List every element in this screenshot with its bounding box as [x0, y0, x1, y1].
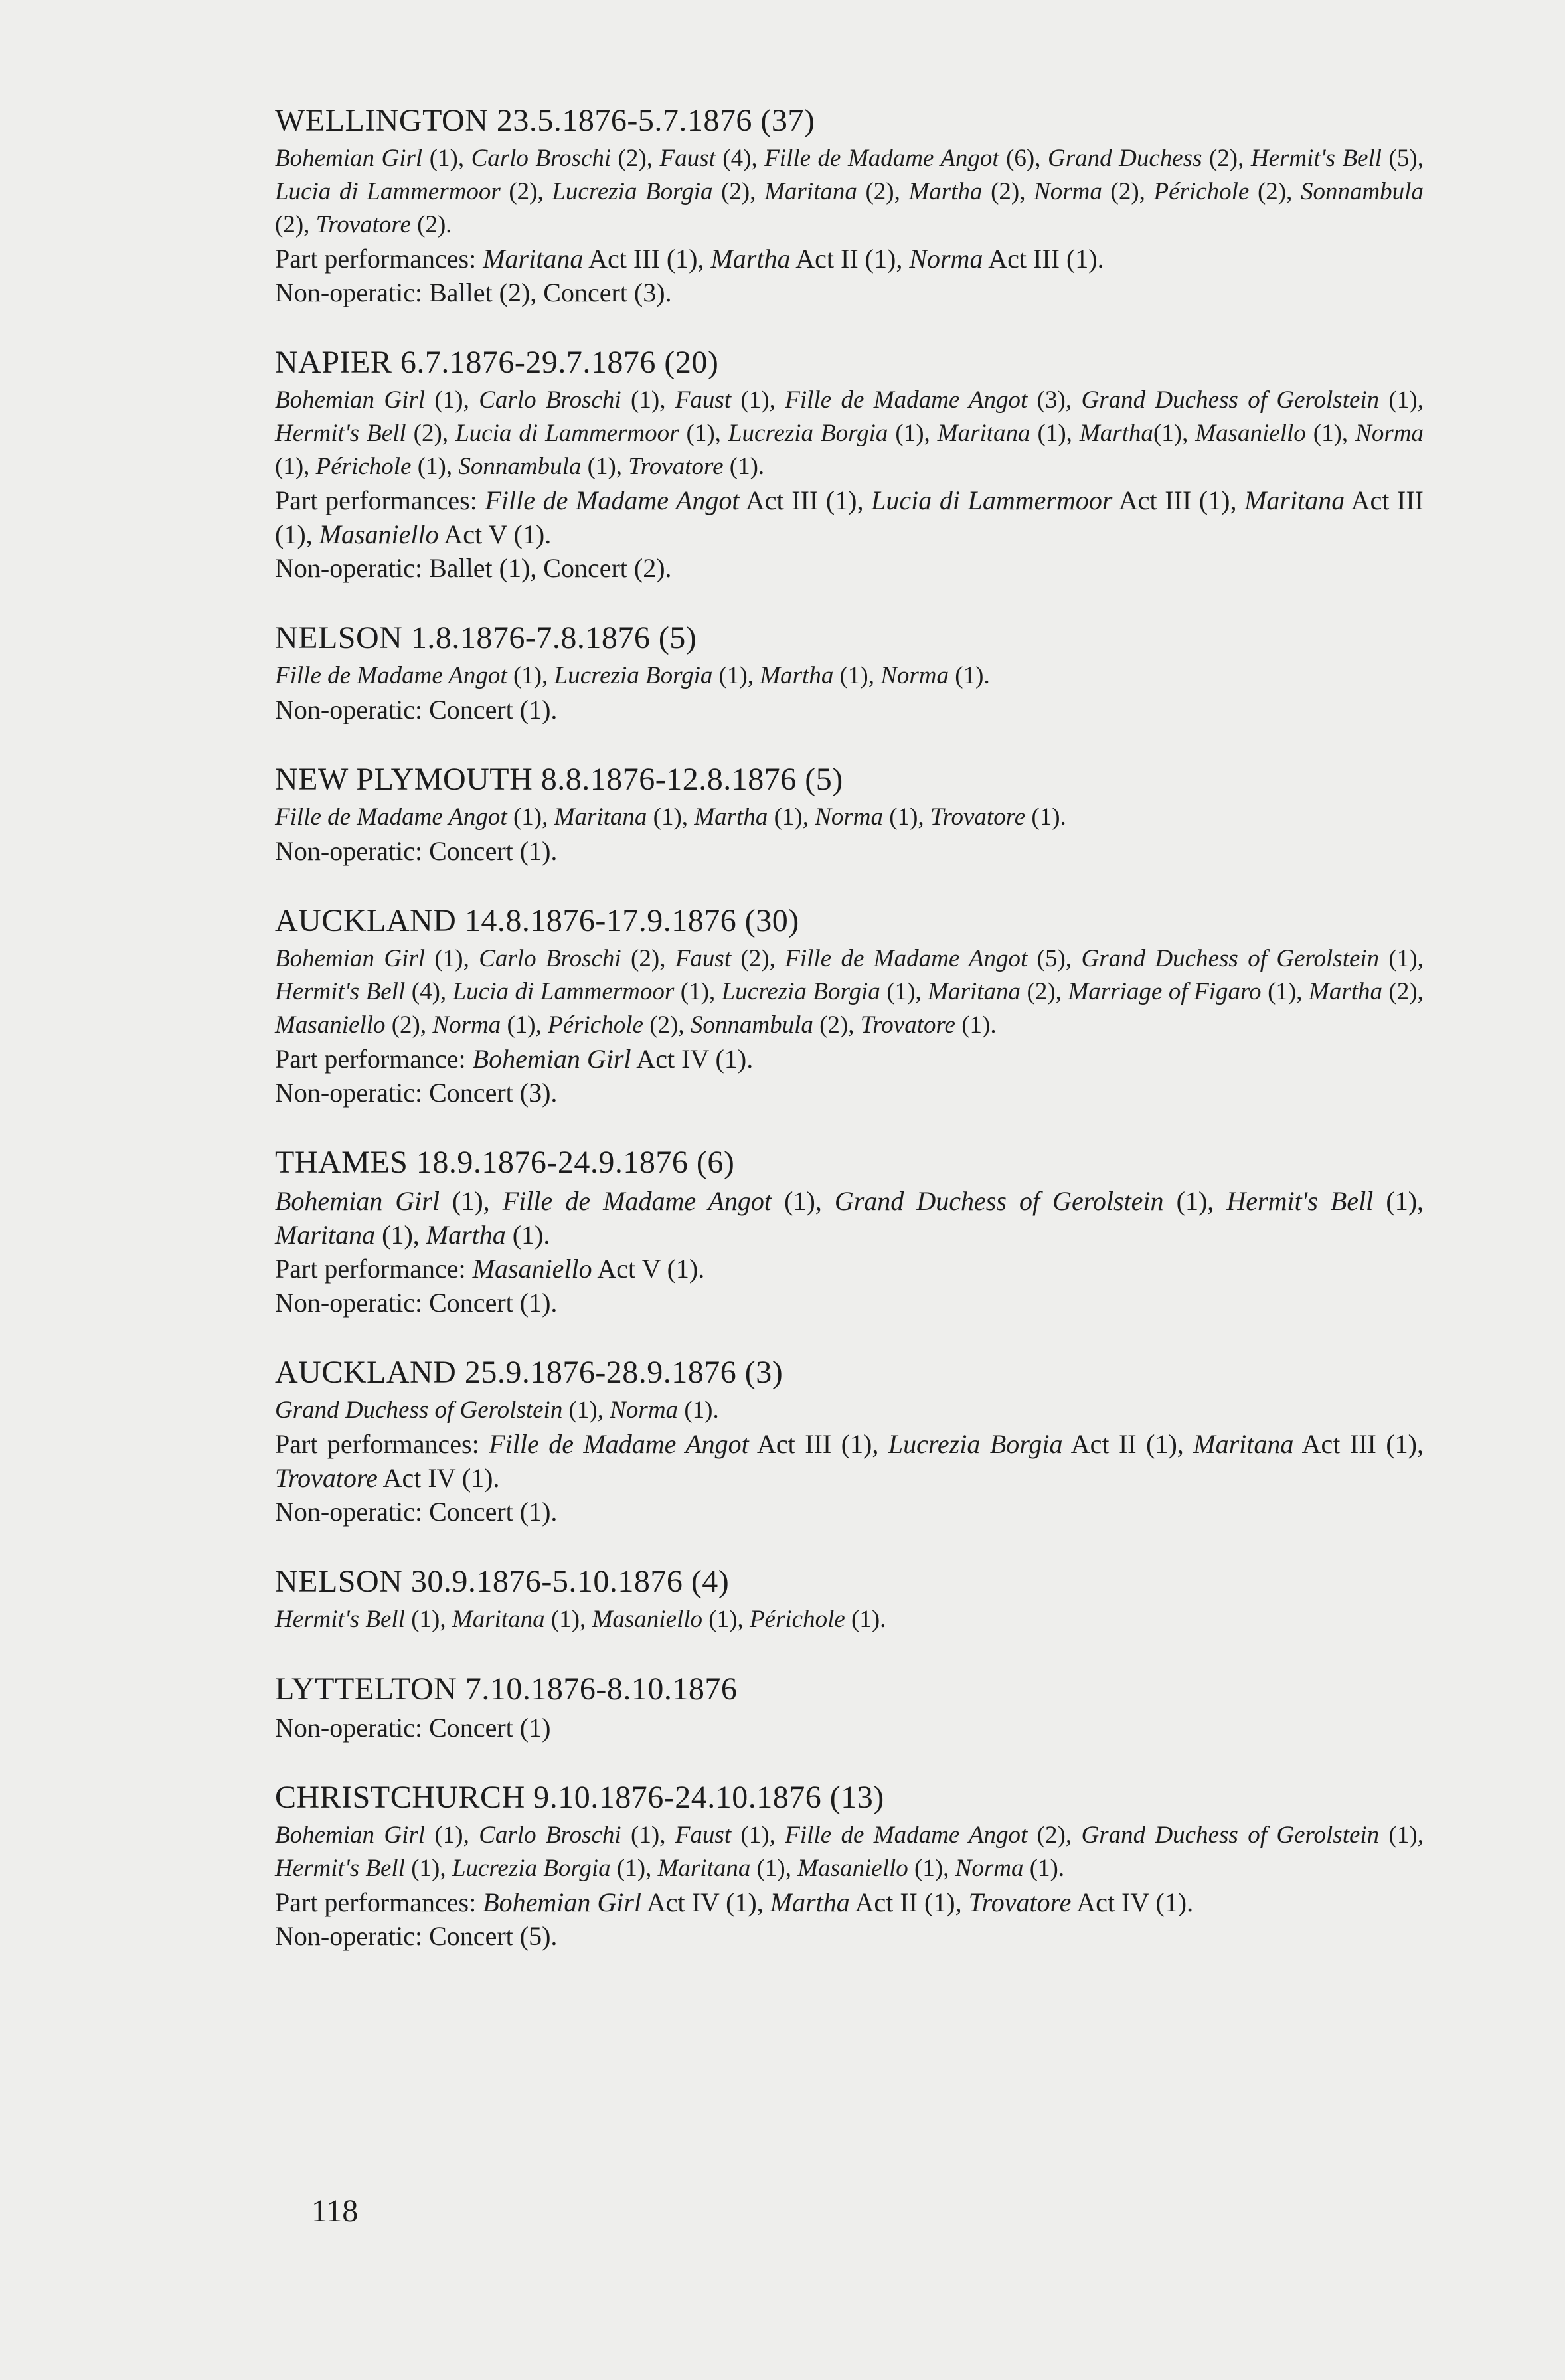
opera-title: Norma — [909, 244, 983, 274]
opera-count: (2), — [1021, 978, 1068, 1005]
act-count: Act III (1), — [275, 485, 1424, 549]
opera-count: (1), — [1030, 420, 1080, 447]
opera-title: Martha — [760, 662, 834, 689]
opera-title: Maritana — [554, 804, 647, 831]
document-page — [275, 101, 1424, 1986]
opera-count: (2). — [410, 211, 452, 238]
opera-count: (1), — [621, 1822, 675, 1849]
season-entry — [275, 760, 1424, 868]
part-label: Part performances: — [275, 244, 483, 274]
opera-title: Lucia di Lammermoor — [455, 420, 679, 447]
repertoire-list — [275, 384, 1424, 483]
opera-count: (2), — [813, 1011, 861, 1039]
opera-title: Marriage of Figaro — [1068, 978, 1262, 1005]
part-performances — [275, 1252, 1424, 1286]
opera-count: (1), — [425, 1822, 479, 1849]
opera-count: (1). — [678, 1397, 719, 1424]
repertoire-list — [275, 659, 1424, 693]
opera-count: (1), — [1379, 1822, 1424, 1849]
opera-title: Martha — [770, 1887, 850, 1917]
opera-title: Lucia di Lammermoor — [871, 485, 1113, 515]
opera-title: Martha — [1309, 978, 1383, 1005]
opera-count: (5), — [1382, 145, 1424, 172]
opera-title: Maritana — [764, 178, 857, 205]
opera-count: (4), — [715, 145, 765, 172]
opera-title: Norma — [880, 662, 949, 689]
non-operatic: Non-operatic: Concert (1) — [275, 1713, 551, 1742]
non-operatic: Non-operatic: Concert (5). — [275, 1921, 558, 1951]
opera-count: (1), — [888, 420, 938, 447]
opera-count: (1), — [1261, 978, 1309, 1005]
opera-title: Sonnambula — [458, 453, 582, 480]
season-heading: NAPIER 6.7.1876-29.7.1876 (20) — [275, 345, 719, 380]
repertoire-list — [275, 1819, 1424, 1885]
opera-title: Lucrezia Borgia — [888, 1429, 1063, 1459]
opera-count: (1), — [679, 420, 728, 447]
act-count: Act V (1). — [438, 519, 552, 549]
season-entry — [275, 901, 1424, 1110]
opera-title: Maritana — [275, 1220, 376, 1250]
opera-count: (1), — [768, 804, 815, 831]
opera-title: Maritana — [937, 420, 1030, 447]
season-heading: AUCKLAND 14.8.1876-17.9.1876 (30) — [275, 903, 799, 938]
act-count: Act III (1), — [583, 244, 711, 274]
opera-count: (2), — [982, 178, 1034, 205]
opera-title: Trovatore — [275, 1463, 378, 1493]
repertoire-list — [275, 1184, 1424, 1252]
opera-title: Maritana — [1193, 1429, 1294, 1459]
opera-title: Maritana — [452, 1606, 545, 1633]
opera-count: (1). — [845, 1606, 886, 1633]
opera-title: Masaniello — [1195, 420, 1306, 447]
opera-count: (1), — [425, 386, 479, 414]
act-count: Act IV (1), — [641, 1887, 770, 1917]
opera-count: (1), — [731, 386, 785, 414]
opera-count: (1), — [610, 1855, 658, 1882]
opera-count: (1), — [1163, 1186, 1227, 1216]
opera-title: Grand Duchess of Gerolstein — [1081, 945, 1380, 972]
season-heading: WELLINGTON 23.5.1876-5.7.1876 (37) — [275, 103, 815, 138]
opera-title: Norma — [610, 1397, 679, 1424]
opera-count: (1), — [562, 1397, 610, 1424]
opera-count: (2), — [1382, 978, 1424, 1005]
opera-title: Grand Duchess of Gerolstein — [1081, 386, 1380, 414]
opera-title: Hermit's Bell — [275, 1855, 405, 1882]
part-label: Part performances: — [275, 1429, 489, 1459]
opera-count: (2), — [643, 1011, 691, 1039]
opera-count: (1), — [422, 145, 471, 172]
season-entry — [275, 1353, 1424, 1529]
opera-title: Grand Duchess of Gerolstein — [275, 1397, 563, 1424]
opera-count: (4), — [405, 978, 453, 1005]
non-operatic: Non-operatic: Ballet (2), Concert (3). — [275, 278, 672, 307]
opera-title: Grand Duchess of Gerolstein — [834, 1186, 1164, 1216]
opera-title: Trovatore — [628, 453, 724, 480]
opera-title: Lucrezia Borgia — [452, 1855, 611, 1882]
part-label: Part performance: — [275, 1254, 473, 1284]
opera-count: (1), — [1379, 945, 1424, 972]
non-operatic: Non-operatic: Concert (1). — [275, 695, 558, 724]
opera-title: Lucia di Lammermoor — [275, 178, 501, 205]
opera-count: (2), — [1202, 145, 1251, 172]
act-count: Act V (1). — [592, 1254, 705, 1284]
opera-title: Carlo Broschi — [479, 1822, 621, 1849]
opera-count: (2), — [1027, 1822, 1082, 1849]
opera-title: Bohemian Girl — [275, 386, 426, 414]
opera-title: Périchole — [548, 1011, 643, 1039]
opera-count: (1), — [621, 386, 675, 414]
repertoire-list — [275, 942, 1424, 1042]
opera-title: Grand Duchess of Gerolstein — [1081, 1822, 1380, 1849]
non-operatic: Non-operatic: Concert (1). — [275, 1497, 558, 1527]
act-count: Act IV (1). — [377, 1463, 500, 1493]
part-performances — [275, 242, 1424, 276]
opera-title: Maritana — [657, 1855, 751, 1882]
opera-title: Trovatore — [860, 1011, 955, 1039]
opera-title: Sonnambula — [690, 1011, 813, 1039]
part-performances — [275, 1885, 1424, 1919]
opera-title: Bohemian Girl — [275, 945, 426, 972]
act-count: Act II (1), — [790, 244, 910, 274]
opera-title: Faust — [659, 145, 716, 172]
opera-title: Martha — [426, 1220, 506, 1250]
opera-title: Périchole — [1153, 178, 1250, 205]
opera-title: Périchole — [749, 1606, 845, 1633]
opera-count: (2), — [275, 211, 316, 238]
repertoire-list — [275, 1603, 1424, 1636]
season-heading: NEW PLYMOUTH 8.8.1876-12.8.1876 (5) — [275, 762, 843, 797]
opera-title: Faust — [675, 386, 732, 414]
opera-count: (1), — [908, 1855, 955, 1882]
opera-count: (1), — [731, 1822, 785, 1849]
page-number: 118 — [311, 2193, 359, 2229]
opera-count: (1), — [750, 1855, 798, 1882]
season-heading: THAMES 18.9.1876-24.9.1876 (6) — [275, 1145, 735, 1180]
opera-title: Fille de Madame Angot — [785, 386, 1028, 414]
opera-title: Martha — [1079, 420, 1153, 447]
opera-count: (2), — [1249, 178, 1301, 205]
opera-count: (1), — [772, 1186, 835, 1216]
opera-title: Hermit's Bell — [1250, 145, 1382, 172]
non-operatic: Non-operatic: Ballet (1), Concert (2). — [275, 553, 672, 583]
opera-count: (1), — [712, 662, 760, 689]
opera-title: Bohemian Girl — [483, 1887, 642, 1917]
opera-count: (1). — [1023, 1855, 1065, 1882]
opera-title: Lucrezia Borgia — [554, 662, 713, 689]
opera-count: (1), — [674, 978, 722, 1005]
opera-count: (2), — [731, 945, 785, 972]
part-label: Part performance: — [275, 1044, 473, 1074]
act-count: Act III (1), — [739, 485, 872, 515]
act-count: Act II (1), — [1062, 1429, 1194, 1459]
opera-title: Norma — [955, 1855, 1024, 1882]
act-count: Act II (1), — [849, 1887, 969, 1917]
non-operatic: Non-operatic: Concert (1). — [275, 1288, 558, 1318]
opera-title: Fille de Madame Angot — [764, 145, 999, 172]
opera-count: (1), — [404, 1855, 452, 1882]
opera-count: (1), — [507, 804, 554, 831]
opera-count: (1), — [501, 1011, 548, 1039]
opera-title: Hermit's Bell — [275, 978, 406, 1005]
repertoire-list — [275, 801, 1424, 834]
opera-title: Fille de Madame Angot — [275, 804, 507, 831]
part-performances — [275, 1042, 1424, 1076]
season-heading: AUCKLAND 25.9.1876-28.9.1876 (3) — [275, 1355, 783, 1390]
season-entry — [275, 1143, 1424, 1319]
opera-title: Trovatore — [315, 211, 411, 238]
opera-title: Sonnambula — [1300, 178, 1424, 205]
opera-title: Trovatore — [968, 1887, 1072, 1917]
opera-title: Maritana — [1244, 485, 1345, 515]
opera-count: (2), — [1102, 178, 1154, 205]
opera-count: (1), — [1379, 386, 1424, 414]
opera-count: (2), — [611, 145, 660, 172]
repertoire-list — [275, 1394, 1424, 1427]
opera-title: Bohemian Girl — [275, 1822, 426, 1849]
opera-count: (1), — [375, 1220, 426, 1250]
season-entry — [275, 1669, 1424, 1744]
season-heading: LYTTELTON 7.10.1876-8.10.1876 — [275, 1671, 738, 1707]
season-heading: NELSON 30.9.1876-5.10.1876 (4) — [275, 1564, 730, 1599]
opera-count: (1). — [505, 1220, 550, 1250]
opera-title: Bohemian Girl — [472, 1044, 631, 1074]
opera-count: (1), — [425, 945, 479, 972]
opera-title: Lucrezia Borgia — [552, 178, 713, 205]
opera-title: Norma — [815, 804, 884, 831]
part-label: Part performances: — [275, 1887, 483, 1917]
opera-title: Norma — [1355, 420, 1424, 447]
opera-title: Martha — [908, 178, 983, 205]
opera-title: Carlo Broschi — [471, 145, 612, 172]
opera-count: (2), — [500, 178, 552, 205]
opera-count: (1), — [275, 453, 316, 480]
non-operatic: Non-operatic: Concert (3). — [275, 1078, 558, 1108]
opera-title: Masaniello — [592, 1606, 703, 1633]
opera-count: (1), — [439, 1186, 503, 1216]
part-performances — [275, 483, 1424, 551]
opera-title: Hermit's Bell — [1226, 1186, 1374, 1216]
opera-title: Fille de Madame Angot — [489, 1429, 749, 1459]
opera-count: (1). — [723, 453, 765, 480]
opera-title: Masaniello — [319, 519, 439, 549]
opera-count: (2), — [621, 945, 675, 972]
opera-title: Carlo Broschi — [479, 945, 621, 972]
opera-title: Martha — [710, 244, 791, 274]
act-count: Act III (1), — [1112, 485, 1245, 515]
opera-count: (1), — [411, 453, 459, 480]
opera-count: (1), — [833, 662, 881, 689]
opera-title: Faust — [675, 1822, 732, 1849]
opera-count: (5), — [1027, 945, 1082, 972]
opera-title: Grand Duchess — [1048, 145, 1202, 172]
opera-title: Maritana — [928, 978, 1021, 1005]
opera-count: (1), — [581, 453, 629, 480]
opera-title: Fille de Madame Angot — [485, 485, 740, 515]
opera-count: (1), — [880, 978, 928, 1005]
opera-title: Trovatore — [930, 804, 1026, 831]
opera-title: Masaniello — [797, 1855, 908, 1882]
opera-count: (1), — [507, 662, 554, 689]
opera-count: (3), — [1027, 386, 1082, 414]
opera-title: Fille de Madame Angot — [785, 1822, 1028, 1849]
opera-count: (1), — [647, 804, 695, 831]
opera-title: Martha — [694, 804, 768, 831]
season-entry — [275, 101, 1424, 309]
opera-title: Masaniello — [275, 1011, 386, 1039]
season-heading: NELSON 1.8.1876-7.8.1876 (5) — [275, 620, 697, 655]
opera-title: Bohemian Girl — [275, 1186, 440, 1216]
opera-count: (2), — [857, 178, 909, 205]
opera-count: (2), — [385, 1011, 433, 1039]
opera-title: Maritana — [483, 244, 584, 274]
act-count: Act III (1), — [1293, 1429, 1424, 1459]
non-operatic: Non-operatic: Concert (1). — [275, 836, 558, 866]
act-count: Act III (1), — [748, 1429, 888, 1459]
opera-title: Hermit's Bell — [275, 420, 406, 447]
act-count: Act III (1). — [983, 244, 1104, 274]
opera-count: (2), — [712, 178, 765, 205]
act-count: Act IV (1). — [1071, 1887, 1194, 1917]
season-entry — [275, 1778, 1424, 1953]
repertoire-list — [275, 142, 1424, 242]
opera-count: (1), — [1153, 420, 1196, 447]
opera-count: (1), — [544, 1606, 592, 1633]
part-performances — [275, 1427, 1424, 1495]
opera-title: Carlo Broschi — [479, 386, 621, 414]
opera-title: Lucrezia Borgia — [721, 978, 880, 1005]
season-entry — [275, 1562, 1424, 1636]
opera-count: (6), — [999, 145, 1048, 172]
opera-count: (1), — [1305, 420, 1356, 447]
opera-count: (2), — [406, 420, 456, 447]
opera-count: (1). — [1025, 804, 1066, 831]
opera-count: (1). — [955, 1011, 997, 1039]
opera-title: Norma — [432, 1011, 501, 1039]
opera-title: Norma — [1034, 178, 1102, 205]
opera-title: Masaniello — [472, 1254, 592, 1284]
opera-title: Fille de Madame Angot — [502, 1186, 772, 1216]
season-heading: CHRISTCHURCH 9.10.1876-24.10.1876 (13) — [275, 1780, 884, 1815]
season-entry — [275, 618, 1424, 726]
opera-title: Lucia di Lammermoor — [452, 978, 675, 1005]
opera-count: (1), — [404, 1606, 452, 1633]
opera-title: Lucrezia Borgia — [728, 420, 888, 447]
season-entry — [275, 343, 1424, 585]
opera-count: (1), — [702, 1606, 750, 1633]
opera-count: (1), — [1373, 1186, 1424, 1216]
opera-title: Faust — [675, 945, 732, 972]
part-label: Part performances: — [275, 485, 485, 515]
opera-count: (1). — [949, 662, 990, 689]
opera-title: Hermit's Bell — [275, 1606, 405, 1633]
opera-title: Périchole — [315, 453, 412, 480]
opera-title: Fille de Madame Angot — [275, 662, 507, 689]
opera-count: (1), — [883, 804, 930, 831]
act-count: Act IV (1). — [631, 1044, 754, 1074]
opera-title: Fille de Madame Angot — [785, 945, 1028, 972]
opera-title: Bohemian Girl — [275, 145, 423, 172]
